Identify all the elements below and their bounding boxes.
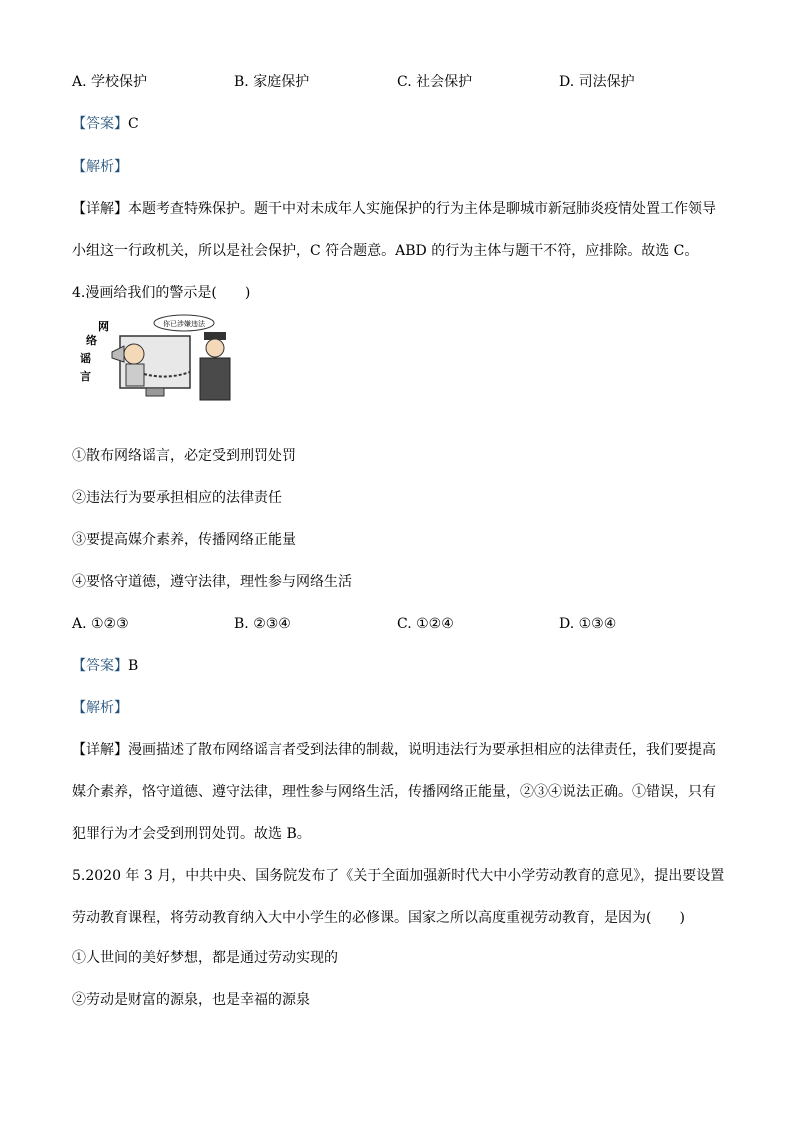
q5-stem-line2: 劳动教育课程，将劳动教育纳入大中小学生的必修课。国家之所以高度重视劳动教育，是因为( ) (72, 910, 685, 926)
q3-answer (72, 114, 139, 134)
q4-statement-2: ②违法行为要承担相应的法律责任 (72, 490, 282, 506)
detail-text: 漫画描述了散布网络谣言者受到法律的制裁，说明违法行为要承担相应的法律责任，我们要提高 (128, 742, 716, 758)
q4-statement-1: ①散布网络谣言，必定受到刑罚处罚 (72, 448, 296, 464)
police-head (206, 339, 224, 357)
vertical-char-4: 言 (80, 370, 91, 383)
q4-option-a: A. ①②③ (72, 616, 129, 632)
bubble-text: 你已涉嫌违法 (163, 320, 205, 328)
answer-tag: 【答案】 (72, 658, 128, 674)
q4-option-b: B. ②③④ (234, 616, 291, 632)
analysis-tag: 【解析】 (72, 700, 128, 716)
vertical-char-2: 络 (86, 334, 97, 347)
detail-text: 本题考查特殊保护。题干中对未成年人实施保护的行为主体是聊城市新冠肺炎疫情处置工作领导 (128, 201, 716, 217)
megaphone-icon (112, 346, 124, 362)
q4-option-c: C. ①②④ (397, 616, 454, 632)
vertical-char-3: 谣 (80, 352, 91, 365)
q3-option-c: C. 社会保护 (397, 74, 473, 90)
q5-stem-line1: 5.2020 年 3 月，中共中央、国务院发布了《关于全面加强新时代大中小学劳动教育的意见》，提出要设置 (72, 868, 725, 884)
q3-detail-line1 (72, 199, 716, 219)
cartoon-illustration (72, 314, 248, 404)
spreader-body (126, 364, 144, 386)
answer-value: C (128, 116, 139, 132)
detail-tag: 【详解】 (72, 201, 128, 217)
q4-option-d: D. ①③④ (559, 616, 617, 632)
spreader-head (124, 344, 144, 364)
q4-detail-line1 (72, 740, 716, 760)
q5-statement-2: ②劳动是财富的源泉，也是幸福的源泉 (72, 992, 310, 1008)
monitor-stand (146, 388, 164, 396)
q3-analysis-tag (72, 157, 128, 177)
police-body (200, 358, 230, 400)
q4-cartoon (72, 314, 248, 404)
answer-value: B (128, 658, 139, 674)
q4-statement-4: ④要恪守道德，遵守法律，理性参与网络生活 (72, 574, 352, 590)
answer-tag: 【答案】 (72, 116, 128, 132)
analysis-tag: 【解析】 (72, 159, 128, 175)
q3-detail-line2: 小组这一行政机关，所以是社会保护，C 符合题意。ABD 的行为主体与题干不符，应排除。故选 C。 (72, 243, 699, 259)
q4-stem: 4.漫画给我们的警示是( ) (72, 285, 251, 301)
q3-option-b: B. 家庭保护 (234, 74, 310, 90)
q4-statement-3: ③要提高媒介素养，传播网络正能量 (72, 532, 296, 548)
q4-detail-line2: 媒介素养，恪守道德、遵守法律，理性参与网络生活，传播网络正能量，②③④说法正确。①错误，只有 (72, 784, 716, 800)
q3-option-a: A. 学校保护 (72, 74, 148, 90)
q4-detail-line3: 犯罪行为才会受到刑罚处罚。故选 B。 (72, 826, 311, 842)
q5-statement-1: ①人世间的美好梦想，都是通过劳动实现的 (72, 950, 338, 966)
q3-option-d: D. 司法保护 (559, 74, 635, 90)
q4-analysis-tag (72, 698, 128, 718)
vertical-char-1: 网 (98, 320, 109, 333)
q4-answer (72, 656, 138, 676)
detail-tag: 【详解】 (72, 742, 128, 758)
